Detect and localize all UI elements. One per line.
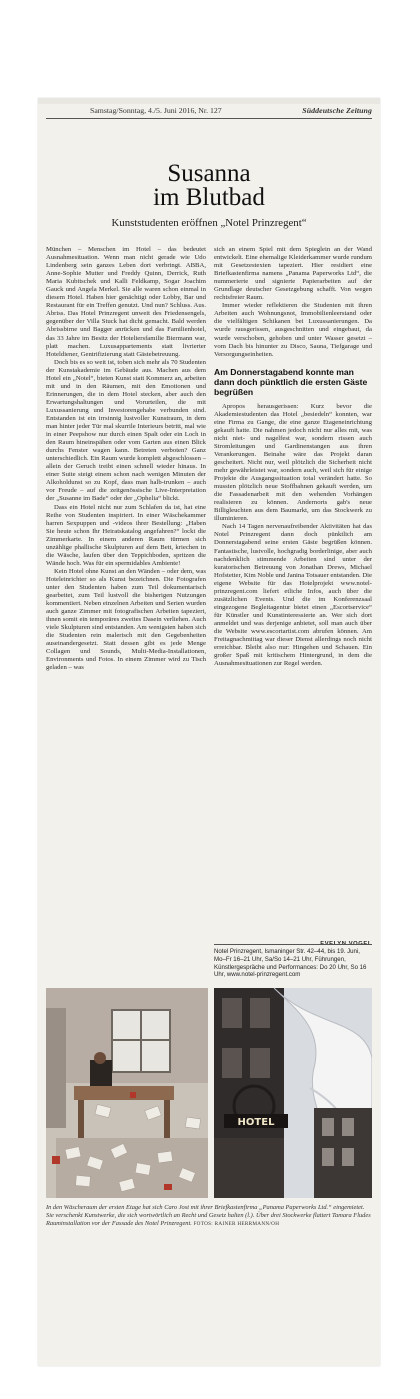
photo-credit: FOTOS: RAINER HERRMANN/OH [193, 1220, 280, 1227]
paragraph: München – Menschen im Hotel – das bedeutet Ausnahmesituation. Wenn man nicht gerade wie Udo Lindenberg sein ganzes Leben dort verbringt. ABBA, Anne-Sophie Mutter und Freddy Quinn, Derrick, Ruth Maria Kubitschek und Kalli Feldkamp, Sogar Joachim Gauck und Angela Merkel. Sie alle waren schon einmal in diesem Hotel. Haben hier genächtigt oder Lobby, Bar und Restaurant für ein Treffen genutzt. Und nun? Schluss. Aus. Abriss. Das Hotel Prinzregent unweit des Friedensengels, gegenüber der Villa Stuck hat dicht gemacht. Bald werden Abrissbirne und Bagger anrücken und das Familienhotel, das 33 Jahre im Besitz der Hoteliersfamilie Biermann war, platt machen. Luxusappartements statt livrierter Hoteldiener, Gentrifizierung statt Gästebetreuung. [46, 246, 206, 358]
newspaper-clipping [38, 98, 380, 1366]
author-byline: EVELYN VOGEL [320, 941, 372, 947]
headline-line-1: Susanna [167, 160, 251, 187]
photo-wash-room [46, 988, 208, 1198]
newspaper-header [90, 106, 372, 115]
scan-edge [38, 98, 380, 104]
paragraph: Nach 14 Tagen nervenaufreibender Aktivitäten hat das Notel Prinzregent dann doch pünktlich am Donnerstagabend seine ersten Gäste begrüßen können. Fantastische, lustvolle, hochgradig borderlinige, aber auch nachdenklich stimmende Arbeiten sind unter der kuratorischen Betreuung von Jonathan Drews, Michael Hofstetter, Kim Noble und Janina Totsauer entstanden. Die eigene Website für das Hotelprojekt www.notel-prinzregent.com liefert etliche Infos, auch über die zusätzlichen Events. Und die im Konferenzsaal eingezogene Begleitagentur bietet einen „Escortservice“ für Künstler und Kunstinteressierte an. Wer sich dort anmeldet und was derjenige anbietet, soll man auch über die Website www.escortartist.com abrufen können. Am Freitagnachmittag war dieser Dienst allerdings noch nicht erreichbar. Bleibt also nur: Hingehen und Schauen. Ein großer Spaß mit kritischem Hintergrund, in dem die Ausnahmesituationen zur Regel werden. [214, 523, 372, 668]
hotel-sign-text: HOTEL [237, 1117, 275, 1128]
photo-hotel-facade-image [214, 988, 372, 1198]
header-rule [46, 118, 372, 119]
column-subhead: Am Donnerstagabend konnte man dann doch pünktlich die ersten Gäste begrüßen [214, 366, 368, 397]
headline-line-2: im Blutbad [153, 184, 265, 211]
paragraph: Kein Hotel ohne Kunst an den Wänden – oder dem, was Hoteleinrichter so als Kunst bezeichnen. Die Fotografen unter den Studenten haben zum Teil dokumentarisch gearbeitet, zum Teil lustvoll die bisherigen Nutzungen kommentiert. Neben einzelnen Arbeiten und Serien wurden auch ganze Zimmer mit fotografischen Arbeiten tapeziert, ihnen somit ein temporäres zweites Dasein verliehen. Auch viele Skulpturen sind entstanden. Am wenigsten haben sich die Studenten rein malerisch mit den Gegebenheiten auseinandergesetzt. Statt dessen gibt es jede Menge Collagen und Sounds, Multi-Media-Installationen, Environments und Fotos. In einem Zimmer wird zu Tisch geladen – was [46, 567, 206, 672]
photo-wash-room-image [46, 988, 208, 1198]
paragraph: Dass ein Hotel nicht nur zum Schlafen da ist, hat eine Reihe von Studenten inspiriert. In einer Wäschekammer harren Sexpuppen und -videos ihrer Bestellung: „Haben Sie heute schon Ihr Heiratskatalog angefahren?“ lockt die Zimmerkarte. In einem anderen Raum türmen sich unzählige phallische Skulpturen auf dem Bett, kriechen in die Wäsche, laufen über den Teppichboden, spritzen die Wände hoch. Was für ein spermidables Ambiente! [46, 503, 206, 567]
caption-text: In den Wäscheraum der ersten Etage hat sich Caro Jost mit ihrer Briefkastenfirma „Panama Paperworks Ltd.“ eingemietet. Sie verschenkt Kunstwerke, die sich wortwörtlich an Recht und Gesetz halten (l.). Über drei Stockwerke flattert Tamara Fludes Rauminstallation vor der Fassade des Notel Prinzregent. [46, 1204, 371, 1227]
photo-hotel-facade [214, 988, 372, 1198]
subheadline: Kunststudenten eröffnen „Notel Prinzregent“ [111, 217, 307, 229]
dateline: Samstag/Sonntag, 4./5. Juni 2016, Nr. 127 [90, 106, 222, 115]
photo-caption [46, 1204, 372, 1229]
article-column-left [46, 246, 206, 976]
paragraph: Doch bis es so weit ist, toben sich mehr als 70 Studenten der Kunstakademie im Gebäude aus. Machen aus dem Hotel ein „Notel“, bieten Kunst statt Kommerz an, arbeiten mit und in den Räumen, mit den Emotionen und Erinnerungen, die in dem Hotel stecken, aber auch den Erwartungshaltungen und Vorurteilen, die mit Luxussanierung und Investorengehabe verbunden sind. Entstanden ist ein irrsinnig lustvoller Kunstraum, in dem man hinter jeder Tür mal skurrile Interieurs betritt, mal wie in einer Peepshow nur durch einen Spalt oder ein Loch in den Raum hineinspähen oder vom Garten aus einen Blick durchs Fenster wagen kann. Betreten verboten? Ganz unterschiedlich. Ein Raum wurde komplett abgeschlossen – allein der Geruch treibt einen schnell wieder hinaus. In einer Suite steigt einem schon nach wenigen Minuten der Alkoholdunst so zu Kopf, dass man halb-trunken – auch vor Freude – auf die zeitgenössische Live-Interpretation der „Susanne im Bade“ oder der „Ophelia“ blickt. [46, 358, 206, 503]
paragraph: Apropos herausgerissen: Kurz bevor die Akademiestudenten das Hotel „besiedeln“ konnten, war eine Firma zu Gange, die eine ganze Etageneinrichtung gekauft hatte. Die nahmen jedoch nicht nur alles mit, was nicht niet- und nagelfest war, sondern rissen auch Stromleitungen und Gardinenstangen aus ihren Verankerungen. Beinahe wäre das Projekt daran gescheitert. Nicht nur, weil plötzlich die Sicherheit nicht mehr gewährleistet war, sondern auch, weil sich für einige Projekte die Ausgangssituation total verändert hatte. So mussten plötzlich neue Stoffbahnen gekauft werden, um die Fassadenarbeit mit den wehenden Vorhängen realisieren zu können. Andernorts gab's neue Billigleuchten aus dem Baumarkt, um das Stockwerk zu illuminieren. [214, 402, 372, 523]
newspaper-name: Süddeutsche Zeitung [302, 106, 372, 115]
event-info-box: Notel Prinzregent, Ismaninger Str. 42–44, bis 19. Juni, Mo–Fr 16–21 Uhr, Sa/So 14–21 Uhr, Führungen, Künstlergespräche und Performances: Do 20 Uhr, So 16 Uhr, www.notel-prinzregent.com [214, 944, 372, 979]
article-column-right [214, 246, 372, 928]
paragraph: sich an einem Spiel mit dem Spieglein an der Wand entwickelt. Eine ehemalige Kleiderkammer wurde rundum mit Gesetzestexten tapeziert. Hier residiert eine Briefkastenfirma namens „Panama Paperworks Ltd“, die nummerierte und signierte Papierarbeiten auf der Grundlage deutscher Gesetzgebung schafft. Von wegen rechtsfreier Raum. [214, 246, 372, 302]
paragraph: Immer wieder reflektieren die Studenten mit ihren Arbeiten auch Wohnungsnot, Immobilienleerstand oder die vielfältigen Schikanen bei Luxussanierungen. Da wurde rausgerissen, ausgeschnitten und eingebaut, da wurde verschoben, gehoben und unter Wasser gesetzt – vom Dach bis hinunter zu Disco, Sauna, Tiefgarage und Versorgungseinheiten. [214, 302, 372, 358]
